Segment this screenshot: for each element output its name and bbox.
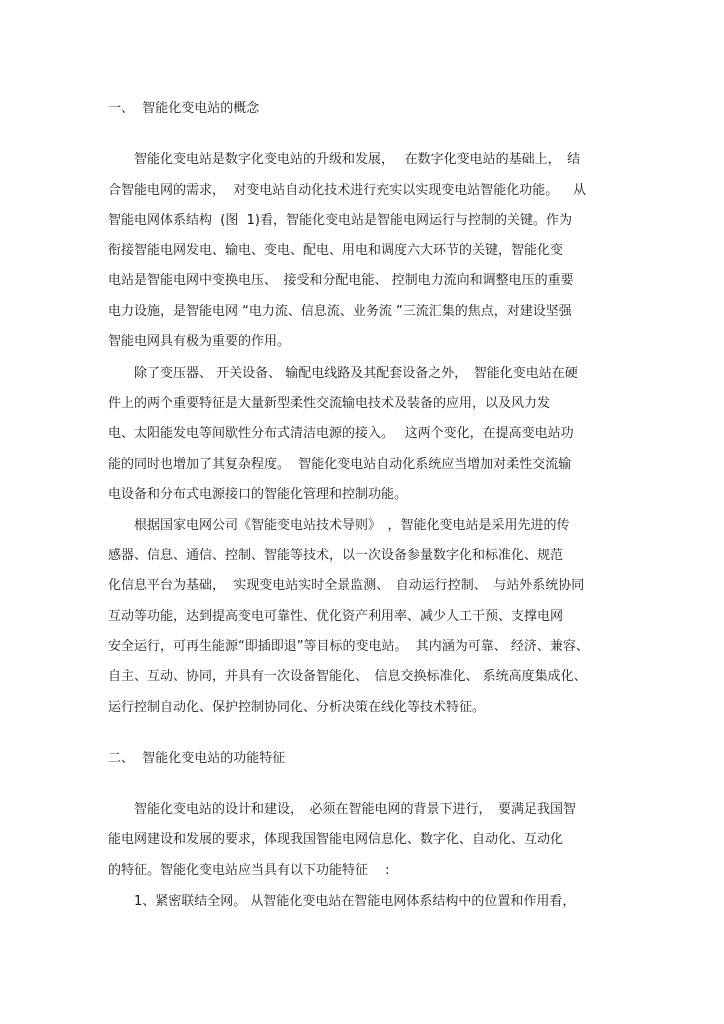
text-line: 除了变压器、 开关设备、 输配电线路及其配套设备之外， 智能化变电站在硬 xyxy=(108,366,578,381)
text-line: 化信息平台为基础， 实现变电站实时全景监测、 自动运行控制、 与站外系统协同 xyxy=(108,578,585,593)
text-line: 智能电网体系结构 (图 1)看，智能化变电站是智能电网运行与控制的关键。作为 xyxy=(108,213,572,228)
text-line: 合智能电网的需求， 对变电站自动化技术进行充实以实现变电站智能化功能。 从 xyxy=(108,183,587,198)
text-line: 互动等功能，达到提高变电可靠性、优化资产利用率、减少人工干预、支撑电网 xyxy=(108,609,564,624)
text-line: 电站是智能电网中变换电压、 接受和分配电能、 控制电力流向和调整电压的重要 xyxy=(108,273,574,288)
text-line: 的特征。智能化变电站应当具有以下功能特征 : xyxy=(108,863,390,878)
text-line: 感器、信息、通信、控制、智能等技术，以一次设备参量数字化和标准化、规范 xyxy=(108,548,564,563)
text-line: 根据国家电网公司《智能变电站技术导则》 ，智能化变电站是采用先进的传 xyxy=(108,518,570,533)
text-line: 运行控制自动化、保护控制协同化、分析决策在线化等技术特征。 xyxy=(108,700,486,715)
text-line: 电设备和分布式电源接口的智能化管理和控制功能。 xyxy=(108,487,408,502)
text-line: 电、太阳能发电等间歇性分布式清洁电源的接入。 这两个变化，在提高变电站功 xyxy=(108,426,574,441)
text-line: 智能化变电站的设计和建设， 必须在智能电网的背景下进行， 要满足我国智 xyxy=(108,802,577,817)
text-line: 能的同时也增加了其复杂程度。 智能化变电站自动化系统应当增加对柔性交流输 xyxy=(108,457,572,472)
text-line: 自主、互动、协同，并具有一次设备智能化、 信息交换标准化、 系统高度集成化、 xyxy=(108,669,587,684)
text-line: 安全运行，可再生能源“即插即退”等目标的变电站。 其内涵为可靠、 经济、兼容、 xyxy=(108,639,589,654)
text-line: 1、紧密联结全网。 从智能化变电站在智能电网体系结构中的位置和作用看， xyxy=(108,894,576,909)
text-line: 电力设施，是智能电网 “电力流、信息流、业务流 ”三流汇集的焦点，对建设坚强 xyxy=(108,304,572,319)
text-line: 衔接智能电网发电、输电、变电、配电、用电和调度六大环节的关键，智能化变 xyxy=(108,243,564,258)
text-line: 智能电网具有极为重要的作用。 xyxy=(108,334,291,349)
section-heading-2: 二、 智能化变电站的功能特征 xyxy=(108,751,286,766)
text-line: 智能化变电站是数字化变电站的升级和发展， 在数字化变电站的基础上， 结 xyxy=(108,152,581,167)
text-line: 能电网建设和发展的要求，体现我国智能电网信息化、数字化、自动化、互动化 xyxy=(108,832,564,847)
section-heading-1: 一、 智能化变电站的概念 xyxy=(108,101,260,116)
text-line: 件上的两个重要特征是大量新型柔性交流输电技术及装备的应用，以及风力发 xyxy=(108,396,551,411)
